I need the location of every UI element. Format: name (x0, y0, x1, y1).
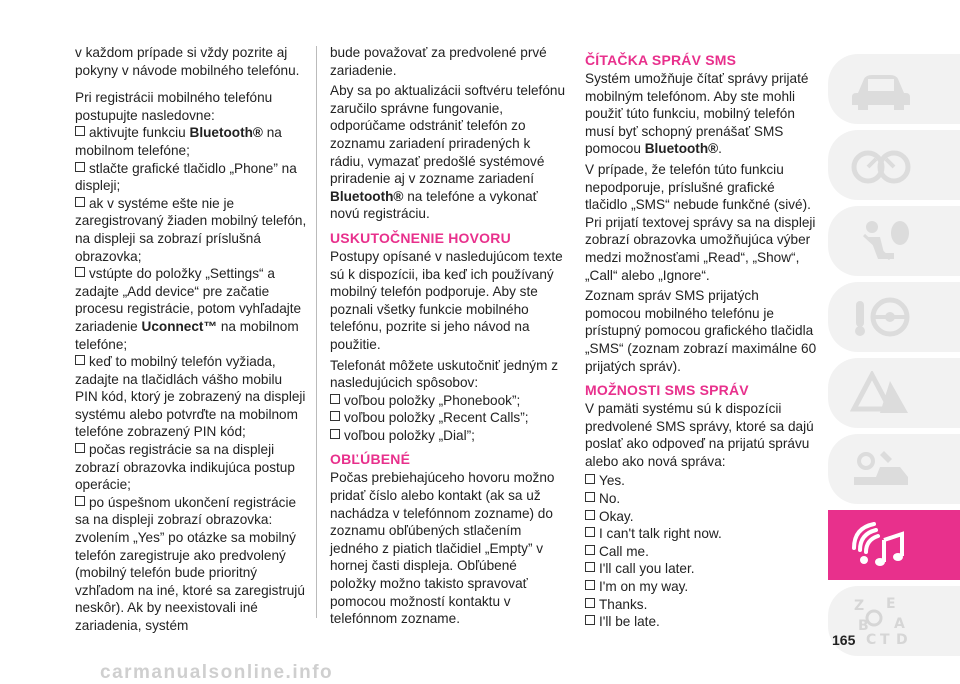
list-item: stlačte grafické tlačidlo „Phone” na displeji; (75, 160, 297, 194)
checkbox-bullet-icon (330, 394, 340, 404)
checkbox-bullet-icon (330, 411, 340, 421)
list-item: I can't talk right now. (585, 525, 817, 543)
steering-key-icon (850, 295, 912, 339)
paragraph: bude považovať za predvolené prvé zariadenie. (330, 45, 547, 78)
checkbox-bullet-icon (75, 267, 85, 277)
list-item: I'll call you later. (585, 560, 817, 578)
svg-text:C: C (866, 632, 877, 646)
page-number: 165 (832, 632, 856, 648)
maintenance-icon (850, 447, 912, 491)
svg-text:Z: Z (854, 598, 865, 614)
checkbox-bullet-icon (585, 562, 595, 572)
svg-text:D: D (896, 632, 908, 646)
list-item: voľbou položky „Dial”; (330, 427, 565, 445)
list-item: voľbou položky „Phonebook”; (330, 392, 565, 410)
checkbox-bullet-icon (585, 615, 595, 625)
checkbox-bullet-icon (75, 162, 85, 172)
tab-vehicle[interactable] (828, 54, 960, 124)
car-icon (850, 67, 912, 111)
registration-intro: Pri registrácii mobilného telefónu postupujte nasledovne: (75, 90, 273, 123)
checkbox-bullet-icon (75, 197, 85, 207)
paragraph: V pamäti systému sú k dispozícii predvolené SMS správy, ktoré sa dajú poslať ako odpoveď na prijatú správu alebo ako nová správa: (585, 401, 814, 469)
paragraph: Aby sa po aktualizácii softvéru telefónu zaručilo správne fungovanie, odporúčame odstrániť telefón zo zoznamu zariadení priradených k rádiu, vymazať predošlé systémové priradenie aj v zozname zariadení Bluetooth® na telefóne a vykonať novú registráciu. (330, 83, 566, 222)
checkbox-bullet-icon (75, 496, 85, 506)
paragraph: Systém umožňuje čítať správy prijaté mobilným telefónom. Aby ste mohli použiť túto funkciu, mobilný telefón musí byť schopný prenášať SMS pomocou Bluetooth®. (585, 71, 809, 157)
chapter-tabs (828, 54, 960, 662)
intro-text: v každom prípade si vždy pozrite aj pokyny v návode mobilného telefónu. (75, 45, 300, 78)
list-item: ak v systéme ešte nie je zaregistrovaný žiaden mobilný telefón, na displeji sa zobrazí príslušná obrazovka; (75, 195, 307, 264)
tab-safety[interactable] (828, 206, 960, 276)
tab-multimedia[interactable] (828, 510, 960, 580)
warning-road-icon (850, 371, 912, 415)
list-item: počas registrácie sa na displeji zobrazí obrazovka indikujúca postup operácie; (75, 442, 295, 493)
list-item: No. (585, 490, 817, 508)
svg-text:E: E (886, 596, 896, 612)
section-heading-sms-reader: ČÍTAČKA SPRÁV SMS (585, 52, 737, 68)
paragraph: Počas prebiehajúceho hovoru možno pridať číslo alebo kontakt (ak sa už nachádza v telefónnom zozname) do zoznamu obľúbených stlačením jedného z piatich tlačidiel „Empty” v hornej časti displeja. Obľúbené položky možno takisto spravovať pomocou možností kontaktu v telefónnom zozname. (330, 470, 555, 627)
tab-emergency[interactable] (828, 358, 960, 428)
list-item: aktivujte funkciu Bluetooth® na mobilnom telefóne; (75, 125, 282, 158)
alphabet-index-icon (850, 596, 912, 646)
sms-preset-list (585, 472, 817, 630)
column-1 (75, 44, 307, 635)
checkbox-bullet-icon (75, 443, 85, 453)
airbag-seat-icon (850, 219, 912, 263)
list-item: vstúpte do položky „Settings“ a zadajte „Add device“ pre začatie procesu registrácie, potom vyhľadajte zariadenie Uconnect™ na mobilnom telefóne; (75, 266, 302, 352)
column-2 (330, 44, 565, 628)
checkbox-bullet-icon (585, 598, 595, 608)
svg-text:B: B (858, 618, 869, 634)
checkbox-bullet-icon (585, 510, 595, 520)
list-item: Yes. (585, 472, 817, 490)
svg-text:A: A (894, 616, 905, 632)
list-item: Thanks. (585, 596, 817, 614)
paragraph: Telefonát môžete uskutočniť jedným z nasledujúcich spôsobov: (330, 357, 558, 391)
column-3 (585, 52, 817, 631)
section-heading-favorites: OBĽÚBENÉ (330, 451, 411, 468)
watermark: carmanualsonline.info (100, 662, 334, 683)
tab-maintenance[interactable] (828, 434, 960, 504)
checkbox-bullet-icon (75, 355, 85, 365)
paragraph: V prípade, že telefón túto funkciu nepodporuje, príslušné grafické tlačidlo „SMS“ nebude funkčné (sivé). Pri prijatí textovej správy sa na displeji zobrazí obrazovka umožňujúca výber medzi možnosťami „Read“, „Show“, „Call“ alebo „Ignore“. (585, 161, 816, 283)
list-item: I'm on my way. (585, 578, 817, 596)
checkbox-bullet-icon (585, 580, 595, 590)
list-item: po úspešnom ukončení registrácie sa na displeji zobrazí obrazovka: zvolením „Yes” po otázke sa mobilný telefón zaregistruje ako predvolený (mobilný telefón bude prioritný vzhľadom na iné, ktoré sa zaregistrujú neskôr). Ak by neexistovali iné zariadenia, systém (75, 494, 305, 633)
list-item: I'll be late. (585, 613, 817, 631)
checkbox-bullet-icon (585, 527, 595, 537)
checkbox-bullet-icon (330, 429, 340, 439)
svg-text:T: T (880, 632, 890, 646)
list-item: voľbou položky „Recent Calls”; (330, 409, 565, 427)
list-item: Okay. (585, 508, 817, 526)
dashboard-icon (850, 143, 912, 187)
tab-starting-driving[interactable] (828, 282, 960, 352)
checkbox-bullet-icon (585, 474, 595, 484)
list-item: keď to mobilný telefón vyžiada, zadajte na tlačidlách vášho mobilu PIN kód, ktorý je zobrazený na displeji systému alebo potvrďte na mobilnom telefóne zobrazený PIN kód; (75, 354, 306, 440)
tab-dashboard[interactable] (828, 130, 960, 200)
paragraph: Postupy opísané v nasledujúcom texte sú k dispozícii, iba keď ich používaný mobilný telefón podporuje. Aby ste poznali všetky funkcie mobilného telefónu, pozrite si jeho návod na použitie. (330, 248, 563, 352)
checkbox-bullet-icon (585, 492, 595, 502)
checkbox-bullet-icon (585, 545, 595, 555)
checkbox-bullet-icon (75, 126, 85, 136)
section-heading-call: USKUTOČNENIE HOVORU (330, 229, 511, 246)
list-item: Call me. (585, 543, 817, 561)
paragraph: Zoznam správ SMS prijatých pomocou mobilného telefónu je prístupný pomocou grafického tlačidla „SMS“ (zoznam zobrazí maximálne 60 prijatých správ). (585, 288, 817, 374)
multimedia-icon (850, 520, 912, 570)
section-heading-sms-options: MOŽNOSTI SMS SPRÁV (585, 382, 749, 399)
column-divider (316, 46, 317, 618)
